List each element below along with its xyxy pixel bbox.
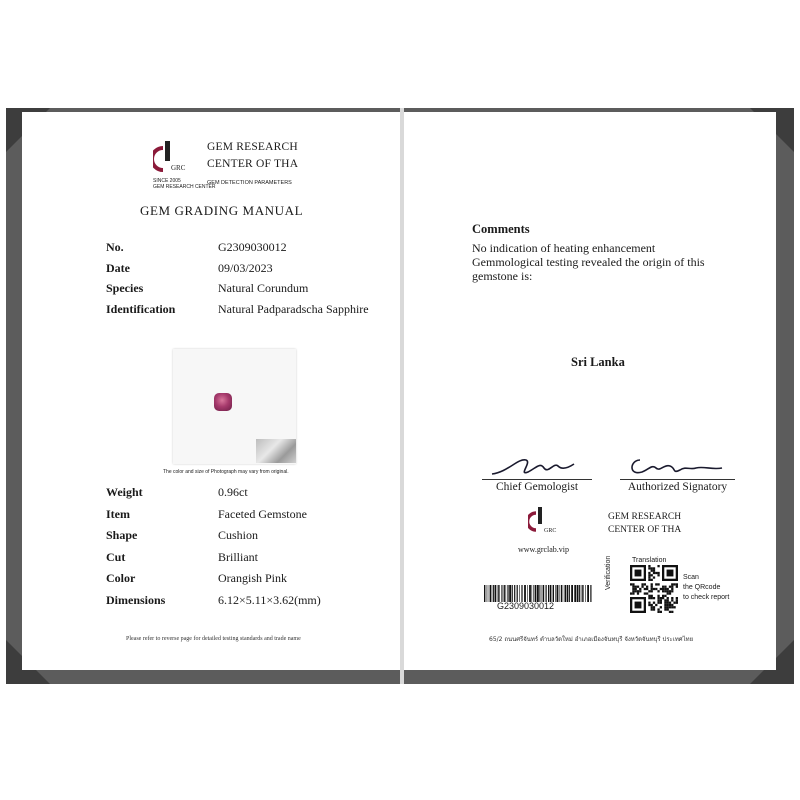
comments-heading: Comments (472, 222, 530, 236)
logo-since: SINCE 2005 (153, 178, 181, 184)
logo-center: GEM RESEARCH CENTER (153, 184, 216, 190)
field-label: Color (106, 571, 136, 585)
field-value: Brilliant (218, 549, 258, 564)
field-value: 09/03/2023 (218, 260, 273, 275)
photo-note: The color and size of Photograph may vary from original. (163, 469, 289, 475)
barcode-text: G2309030012 (497, 601, 555, 611)
comments-line-3: gemstone is: (472, 269, 533, 283)
field-label: No. (106, 240, 124, 254)
origin-country: Sri Lanka (571, 355, 625, 369)
right-org-line2: CENTER OF THA (608, 525, 682, 535)
signature-line-1 (482, 479, 592, 480)
org-name-line2: CENTER OF THA (207, 158, 299, 170)
field-value: 6.12×5.11×3.62(mm) (218, 592, 321, 607)
comments-line-2: Gemmological testing revealed the origin of this (472, 255, 705, 269)
field-label: Dimensions (106, 592, 166, 607)
grc-logo-icon (153, 140, 197, 176)
authorized-signatory-label: Authorized Signatory (627, 481, 728, 493)
field-value: Faceted Gemstone (218, 506, 307, 521)
qr-verification-label: Verification (605, 555, 612, 590)
manual-title: GEM GRADING MANUAL (140, 203, 304, 218)
field-label: Date (106, 260, 130, 275)
gemstone-image (214, 393, 232, 411)
field-label: Identification (106, 301, 176, 316)
field-label: Item (106, 506, 130, 521)
folder-spine (400, 108, 404, 684)
signature-line-2 (620, 479, 735, 480)
qr-caption-3: to check report (683, 594, 730, 601)
field-value: G2309030012 (218, 240, 287, 254)
field-value: Natural Corundum (218, 281, 309, 295)
field-value: Natural Padparadscha Sapphire (218, 301, 369, 316)
field-value: Cushion (218, 528, 259, 542)
logo-text-small: GRC (544, 528, 557, 534)
left-footer-note: Please refer to reverse page for detailed testing standards and trade name (126, 636, 301, 642)
field-label: Species (106, 281, 144, 295)
field-value: 0.96ct (218, 485, 248, 499)
field-label: Shape (106, 528, 138, 542)
chief-gemologist-signature (488, 452, 578, 480)
qr-caption-2: the QRcode (683, 584, 721, 591)
qr-caption-1: Scan (683, 574, 699, 581)
chief-gemologist-label: Chief Gemologist (495, 481, 579, 493)
field-label: Cut (106, 549, 126, 564)
logo-text: GRC (171, 164, 186, 172)
barcode (484, 585, 592, 602)
qr-code[interactable] (630, 565, 678, 613)
hologram-sticker (256, 439, 296, 463)
address-thai: 65/2 ถนนศรีจันทร์ ตำบลวัดใหม่ อำเภอเมืองจันทบุรี จังหวัดจันทบุรี ประเทศไทย (489, 636, 694, 643)
org-name-line1: GEM RESEARCH (207, 141, 298, 153)
grc-logo-icon-small (528, 506, 564, 538)
field-label: Weight (106, 485, 143, 499)
website-url: www.grclab.vip (518, 545, 570, 554)
field-value: Orangish Pink (218, 571, 287, 585)
qr-translation-label: Translation (632, 557, 667, 564)
authorized-signatory-signature (626, 450, 726, 480)
org-subline: GEM DETECTION PARAMETERS (207, 180, 292, 186)
comments-line-1: No indication of heating enhancement (472, 241, 656, 255)
right-org-line1: GEM RESEARCH (608, 512, 682, 522)
